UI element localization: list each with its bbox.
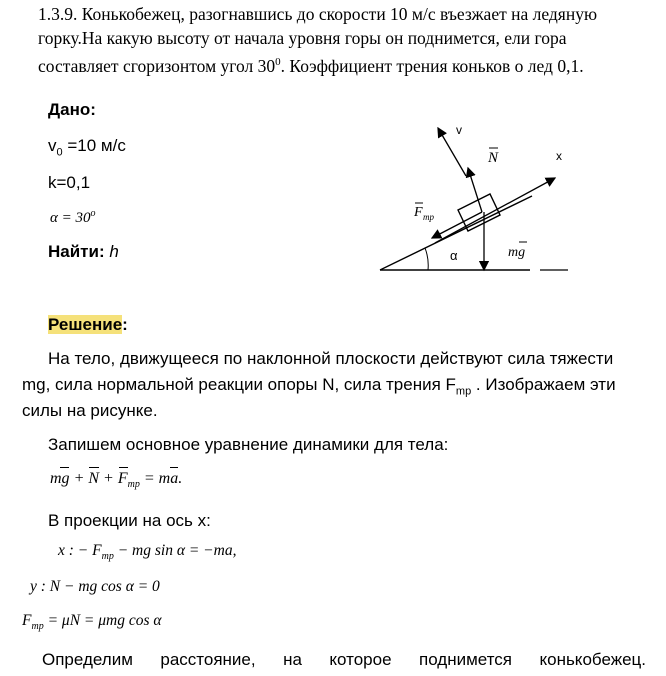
para3: В проекции на ось х: <box>48 511 211 530</box>
given-alpha <box>50 208 96 227</box>
para1-line3: силы на рисунке. <box>22 401 158 420</box>
v-label: v <box>456 123 462 137</box>
alpha-label: α <box>450 248 458 263</box>
eq1-sub: mp <box>127 479 140 491</box>
eq1-dot: . <box>178 470 183 487</box>
eq2-sub: mp <box>101 551 114 563</box>
eq4-a: F <box>22 612 32 629</box>
equation-friction <box>22 612 162 632</box>
eq4-sub: mp <box>31 621 44 633</box>
mg-label: mg <box>508 245 526 260</box>
para1-b: mg, сила нормальной реакции опоры N, сила трения F <box>22 375 456 394</box>
para1-sub: mp <box>455 385 472 398</box>
equation-x <box>58 542 236 562</box>
eq1-N: N <box>88 470 99 487</box>
skater-block <box>458 194 500 231</box>
eq1-a: a <box>170 470 178 487</box>
solution-label: Решение <box>48 315 123 334</box>
angle-arc <box>425 248 428 270</box>
v0-symbol: v <box>48 136 57 155</box>
alpha-deg: o <box>90 208 96 219</box>
F-label: F <box>414 205 423 220</box>
solution-heading <box>48 315 128 335</box>
find-var: h <box>104 242 119 261</box>
eq1-eq: = m <box>139 470 171 487</box>
solution-colon: : <box>122 315 128 334</box>
find-label: Найти: <box>48 242 105 261</box>
alpha-eq: α = 30 <box>50 210 91 226</box>
para1-c: . Изображаем эти <box>471 375 616 394</box>
eq1-mg: mg <box>50 470 70 487</box>
eq1-F: F <box>118 470 128 487</box>
problem-text-end: . Коэффициент трения коньков о лед 0,1. <box>280 55 584 76</box>
eq1-plus1: + <box>69 470 89 487</box>
eq4-b: = μN = μmg cos α <box>43 612 162 629</box>
problem-statement <box>38 2 638 78</box>
equation-y: y : N − mg cos α = 0 <box>30 578 160 595</box>
normal-arrow <box>468 168 482 212</box>
para2: Запишем основное уравнение динамики для тела: <box>48 435 449 454</box>
para1-line1: На тело, движущееся по наклонной плоскости действуют сила тяжести <box>48 349 614 368</box>
friction-arrow <box>432 212 482 238</box>
find-line <box>48 242 119 262</box>
para4: Определим расстояние, на которое поднимется конькобежец. <box>42 650 646 669</box>
eq1-plus2: + <box>99 470 118 487</box>
N-label: N <box>488 150 499 166</box>
equation-dynamics <box>50 470 182 490</box>
given-k: k=0,1 <box>48 173 91 192</box>
incline-diagram <box>370 120 600 280</box>
F-sub: тр <box>423 212 434 222</box>
problem-number: 1.3.9. <box>38 4 78 24</box>
problem-text: Конькобежец, разогнавшись до скорости 10 м/с въезжает на ледяную горку.На какую высоту от начала уровня горы он поднимется, ели гора составляет сгоризонтом угол 30 <box>38 4 598 76</box>
x-label: x <box>556 149 562 163</box>
given-v0 <box>48 136 126 158</box>
problem-degree: 0 <box>275 56 281 68</box>
eq2-b: − mg sin α = −ma, <box>113 542 237 559</box>
v0-value: =10 м/с <box>62 136 126 155</box>
given-label: Дано: <box>48 100 96 119</box>
x-axis-arrow <box>435 178 555 243</box>
eq2-a: x : − F <box>58 542 102 559</box>
v0-sub: 0 <box>56 146 63 159</box>
